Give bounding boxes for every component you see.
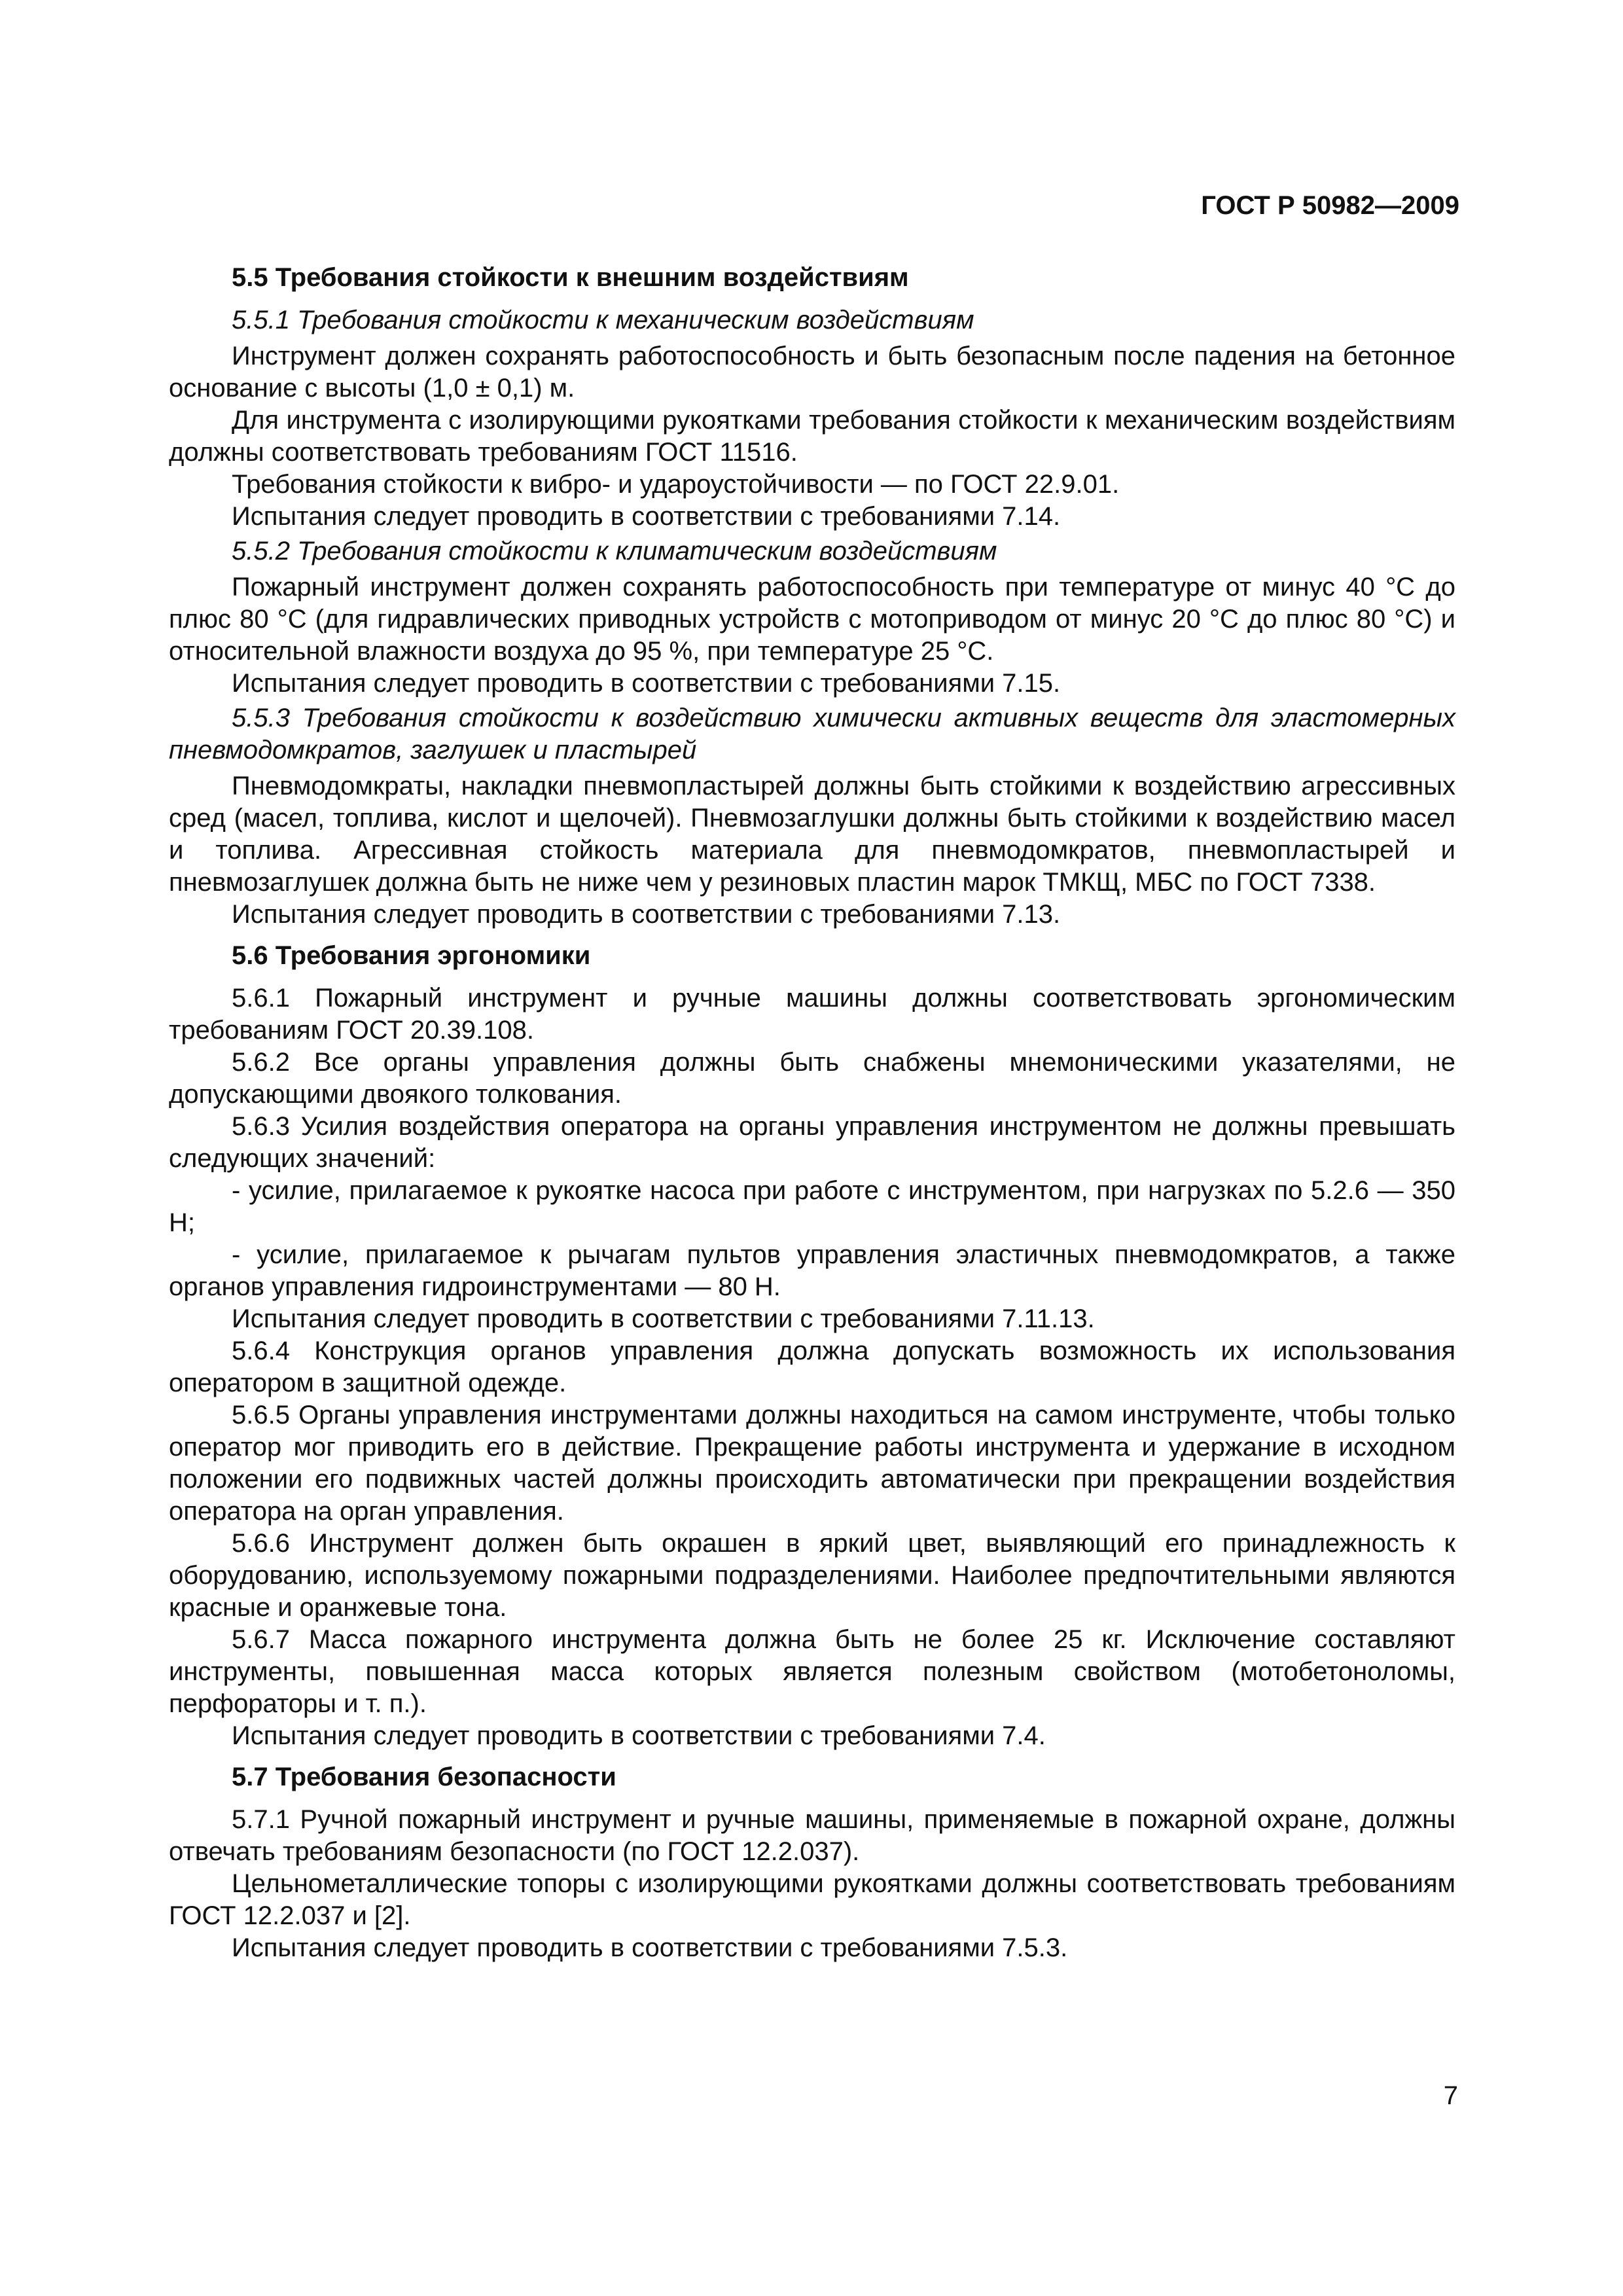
paragraph: 5.6.7 Масса пожарного инструмента должна быть не более 25 кг. Исключение составляют инструменты, повышенная масса которых является полезным свойством (мотобетоноломы, перфораторы и т. п.). <box>169 1625 1455 1718</box>
subsection-heading-5-5-3: 5.5.3 Требования стойкости к воздействию химически активных веществ для эластомерных пневмодомкратов, заглушек и пластырей <box>169 704 1455 764</box>
paragraph: Испытания следует проводить в соответствии с требованиями 7.13. <box>232 900 1061 929</box>
document-body <box>169 262 1455 1964</box>
paragraph: Испытания следует проводить в соответствии с требованиями 7.14. <box>232 502 1061 531</box>
paragraph: Испытания следует проводить в соответствии с требованиями 7.15. <box>232 669 1061 698</box>
paragraph: 5.6.3 Усилия воздействия оператора на органы управления инструментом не должны превышать следующих значений: <box>169 1112 1455 1173</box>
paragraph: 5.6.1 Пожарный инструмент и ручные машины должны соответствовать эргономическим требованиям ГОСТ 20.39.108. <box>169 984 1455 1045</box>
paragraph: 5.7.1 Ручной пожарный инструмент и ручные машины, применяемые в пожарной охране, должны отвечать требованиям безопасности (по ГОСТ 12.2.037). <box>169 1805 1455 1866</box>
page-number: 7 <box>1443 2081 1458 2110</box>
paragraph: 5.6.5 Органы управления инструментами должны находиться на самом инструменте, чтобы только оператор мог приводить его в действие. Прекращение работы инструмента и удержание в исходном положении его подвижных частей должны происходить автоматически при прекращении воздействия оператора на орган управления. <box>169 1401 1455 1526</box>
subsection-heading-5-5-1: 5.5.1 Требования стойкости к механическим воздействиям <box>232 306 974 334</box>
paragraph: Пожарный инструмент должен сохранять работоспособность при температуре от минус 40 °С до плюс 80 °С (для гидравлических приводных устройств с мотоприводом от минус 20 °С до плюс 80 °С) и относительной влажности воздуха до 95 %, при температуре 25 °С. <box>169 573 1455 666</box>
paragraph: 5.6.2 Все органы управления должны быть снабжены мнемоническими указателями, не допускающими двоякого толкования. <box>169 1048 1455 1109</box>
paragraph: 5.6.6 Инструмент должен быть окрашен в яркий цвет, выявляющий его принадлежность к оборудованию, используемому пожарными подразделениями. Наиболее предпочтительными являются красные и оранжевые тона. <box>169 1529 1455 1622</box>
subsection-heading-5-5-2: 5.5.2 Требования стойкости к климатическим воздействиям <box>232 537 997 565</box>
paragraph: Испытания следует проводить в соответствии с требованиями 7.11.13. <box>232 1304 1095 1333</box>
paragraph: Пневмодомкраты, накладки пневмопластырей должны быть стойкими к воздействию агрессивных сред (масел, топлива, кислот и щелочей). Пневмозаглушки должны быть стойкими к воздействию масел и топлива. Агрессивная стойкость материала для пневмодомкратов, пневмопластырей и пневмозаглушек должна быть не ниже чем у резиновых пластин марок ТМКЩ, МБС по ГОСТ 7338. <box>169 772 1455 897</box>
document-header: ГОСТ Р 50982—2009 <box>1201 191 1459 220</box>
list-item: - усилие, прилагаемое к рычагам пультов управления эластичных пневмодомкратов, а также органов управления гидроинструментами — 80 Н. <box>169 1240 1455 1301</box>
paragraph: Инструмент должен сохранять работоспособность и быть безопасным после падения на бетонное основание с высоты (1,0 ± 0,1) м. <box>169 342 1455 403</box>
paragraph: Испытания следует проводить в соответствии с требованиями 7.4. <box>232 1721 1046 1750</box>
section-heading-5-5: 5.5 Требования стойкости к внешним воздействиям <box>232 263 909 292</box>
paragraph: Для инструмента с изолирующими рукоятками требования стойкости к механическим воздействиям должны соответствовать требованиям ГОСТ 11516. <box>169 406 1455 467</box>
section-heading-5-6: 5.6 Требования эргономики <box>232 941 591 970</box>
paragraph: 5.6.4 Конструкция органов управления должна допускать возможность их использования оператором в защитной одежде. <box>169 1336 1455 1397</box>
section-heading-5-7: 5.7 Требования безопасности <box>232 1763 616 1791</box>
paragraph: Требования стойкости к вибро- и удароустойчивости — по ГОСТ 22.9.01. <box>232 470 1120 499</box>
paragraph: Испытания следует проводить в соответствии с требованиями 7.5.3. <box>232 1933 1068 1962</box>
paragraph: Цельнометаллические топоры с изолирующими рукоятками должны соответствовать требованиям ГОСТ 12.2.037 и [2]. <box>169 1869 1455 1930</box>
list-item: - усилие, прилагаемое к рукоятке насоса при работе с инструментом, при нагрузках по 5.2.6 — 350 Н; <box>169 1176 1455 1237</box>
